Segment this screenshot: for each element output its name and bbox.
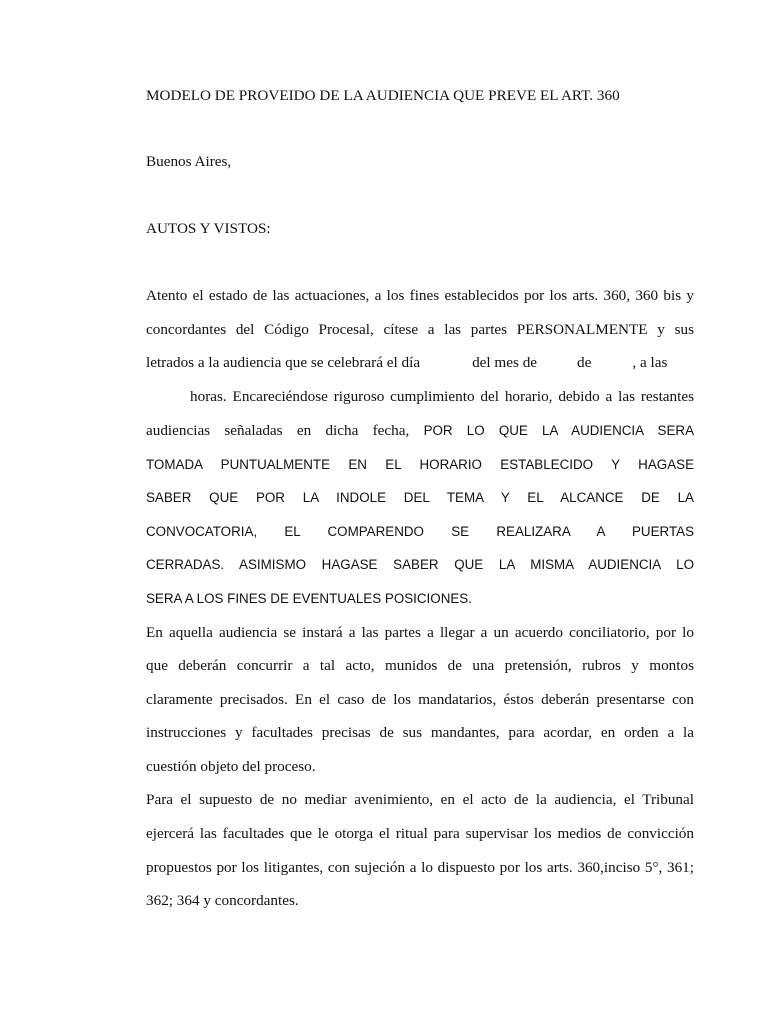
paragraph-1-line-5 (146, 421, 694, 441)
paragraph-1-line-2: concordantes del Código Procesal, cítese a las partes PERSONALMENTE y sus (146, 321, 694, 338)
paragraph-1-line-3 (146, 353, 694, 373)
paragraph-2-line-1: En aquella audiencia se instará a las partes a llegar a un acuerdo conciliatorio, por lo (146, 624, 694, 641)
year-text: de (577, 354, 592, 371)
paragraph-1-line-9: CERRADAS. ASIMISMO HAGASE SABER QUE LA MISMA AUDIENCIA LO (146, 557, 694, 572)
month-text: del mes de (472, 354, 538, 371)
paragraph-3-line-3: propuestos por los litigantes, con sujeción a lo dispuesto por los arts. 360,inciso 5°, 361; (146, 859, 694, 876)
paragraph-3-line-1: Para el supuesto de no mediar avenimiento, en el acto de la audiencia, el Tribunal (146, 791, 694, 808)
paragraph-3-line-4: 362; 364 y concordantes. (146, 892, 299, 909)
paragraph-1-line-7: SABER QUE POR LA INDOLE DEL TEMA Y EL ALCANCE DE LA (146, 490, 694, 505)
paragraph-1-line-8: CONVOCATORIA, EL COMPARENDO SE REALIZARA A PUERTAS (146, 524, 694, 539)
paragraph-2-line-3: claramente precisados. En el caso de los mandatarios, éstos deberán presentarse con (146, 691, 694, 708)
paragraph-1-line-4: horas. Encareciéndose riguroso cumplimiento del horario, debido a las restantes (190, 388, 694, 405)
paragraph-2-line-5: cuestión objeto del proceso. (146, 758, 316, 775)
punctual-warning-text: POR LO QUE LA AUDIENCIA SERA (423, 423, 694, 438)
autos-y-vistos-heading: AUTOS Y VISTOS: (146, 220, 271, 237)
sessions-text: audiencias señaladas en dicha fecha, (146, 422, 410, 439)
document-page (146, 0, 694, 1024)
paragraph-2-line-4: instrucciones y facultades precisas de sus mandantes, para acordar, en orden a la (146, 724, 694, 741)
time-text: , a las (632, 354, 668, 371)
paragraph-2-line-2: que deberán concurrir a tal acto, munidos de una pretensión, rubros y montos (146, 657, 694, 674)
city-line: Buenos Aires, (146, 153, 232, 170)
paragraph-1-line-6: TOMADA PUNTUALMENTE EN EL HORARIO ESTABLECIDO Y HAGASE (146, 457, 694, 472)
document-title: MODELO DE PROVEIDO DE LA AUDIENCIA QUE PREVE EL ART. 360 (146, 87, 620, 104)
paragraph-1-line-1: Atento el estado de las actuaciones, a los fines establecidos por los arts. 360, 360 bis y (146, 287, 694, 304)
paragraph-3-line-2: ejercerá las facultades que le otorga el ritual para supervisar los medios de convicción (146, 825, 694, 842)
paragraph-1-line-10: SERA A LOS FINES DE EVENTUALES POSICIONES. (146, 591, 472, 606)
hearing-date-text: letrados a la audiencia que se celebrará el día (146, 354, 421, 371)
